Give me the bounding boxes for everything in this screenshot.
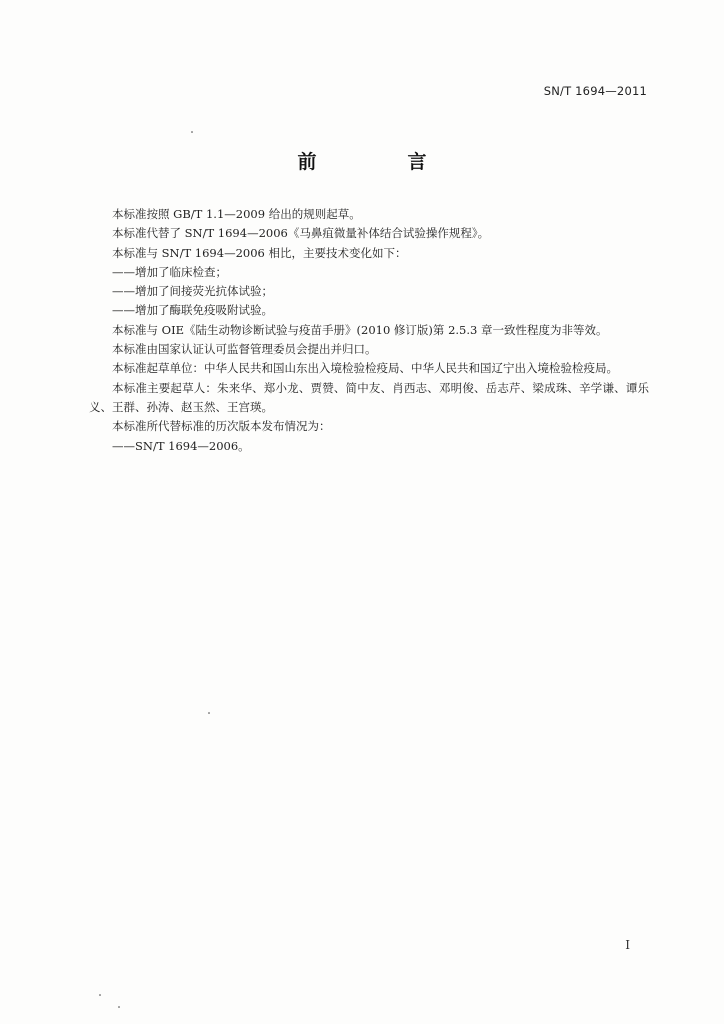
list-item-clinical-exam: ——增加了临床检查； xyxy=(112,264,227,279)
paragraph-replaces: 本标准代替了 SN/T 1694—2006《马鼻疽微量补体结合试验操作规程》。 xyxy=(112,226,490,241)
scan-speck xyxy=(191,131,193,133)
foreword-body xyxy=(89,205,649,456)
paragraph-history-intro: 本标准所代替标准的历次版本发布情况为： xyxy=(112,419,331,434)
paragraph-drafters: 本标准主要起草人：朱来华、郑小龙、贾赞、简中友、肖西志、邓明俊、岳志芹、梁成珠、辛学谦、谭乐义、王群、孙涛、赵玉然、王宫瑛。 xyxy=(89,380,649,414)
page-number: I xyxy=(625,938,630,952)
scan-speck xyxy=(208,712,210,714)
list-item-previous-version: ——SN/T 1694—2006。 xyxy=(112,438,250,453)
scan-speck xyxy=(99,994,101,996)
paragraph-proposer: 本标准由国家认证认可监督管理委员会提出并归口。 xyxy=(112,342,377,357)
standard-code: SN/T 1694—2011 xyxy=(543,84,647,98)
list-item-ifat: ——增加了间接荧光抗体试验； xyxy=(112,284,273,299)
paragraph-drafting-units: 本标准起草单位：中华人民共和国山东出入境检验检疫局、中华人民共和国辽宁出入境检验检疫局。 xyxy=(112,361,618,376)
list-item-elisa: ——增加了酶联免疫吸附试验。 xyxy=(112,303,273,318)
scan-speck xyxy=(118,1006,120,1008)
paragraph-oie-consistency: 本标准与 OIE《陆生动物诊断试验与疫苗手册》(2010 修订版)第 2.5.3 章一致性程度为非等效。 xyxy=(112,322,608,337)
page-title: 前 言 xyxy=(297,151,463,173)
paragraph-changes-intro: 本标准与 SN/T 1694—2006 相比，主要技术变化如下： xyxy=(112,245,407,260)
paragraph-drafting-rules: 本标准按照 GB/T 1.1—2009 给出的规则起草。 xyxy=(112,207,361,221)
